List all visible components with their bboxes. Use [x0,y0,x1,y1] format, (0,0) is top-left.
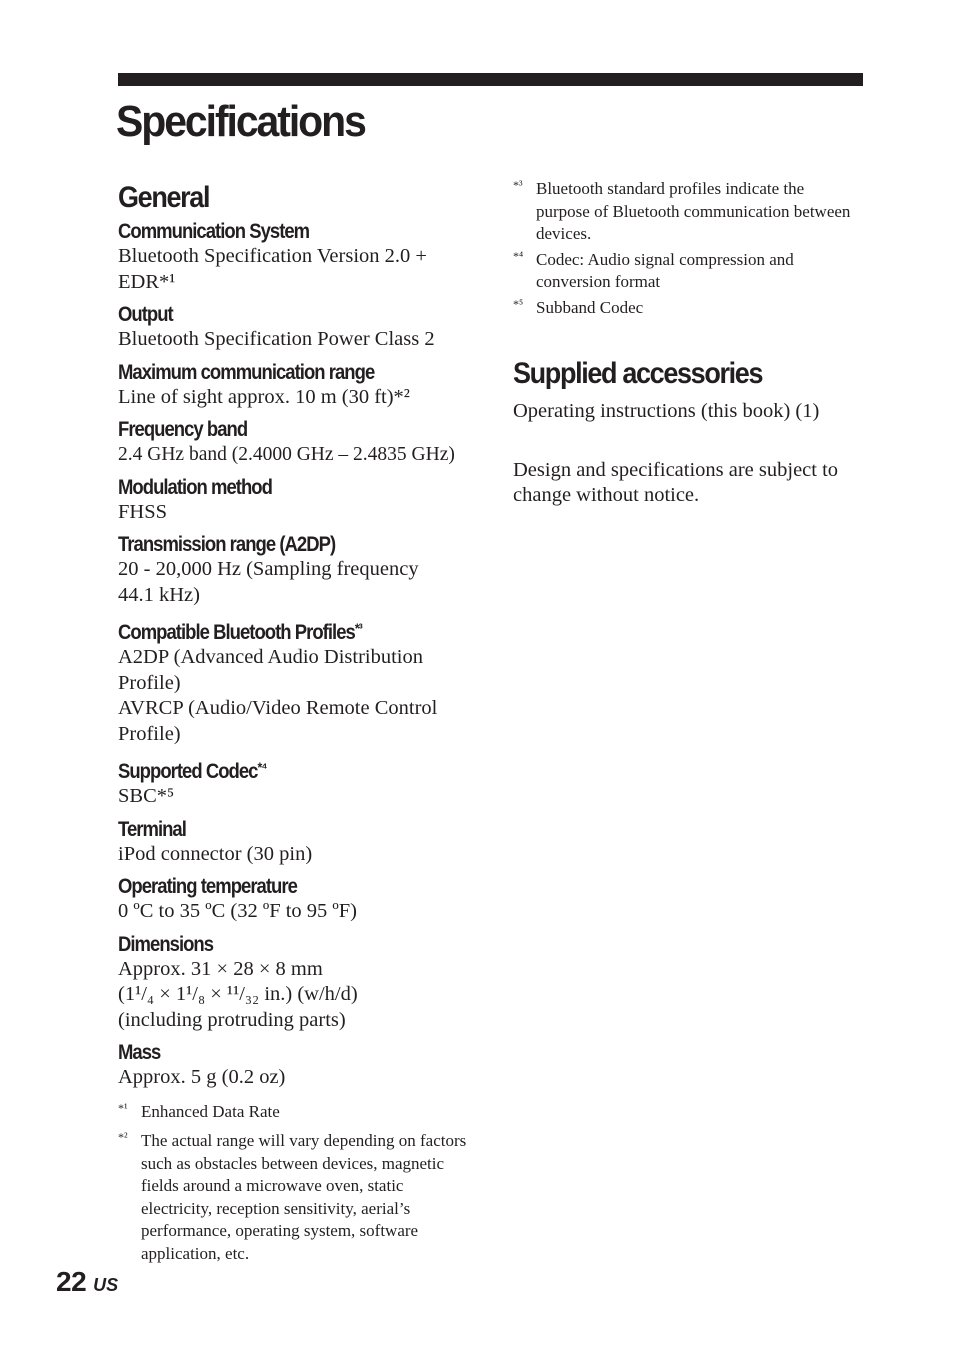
spec-compatible-profiles [118,616,473,747]
spec-output [118,303,473,353]
spec-value-line: Line of sight approx. 10 m (30 ft)*² [118,385,410,408]
spec-label: Output [118,303,173,326]
spec-operating-temperature [118,875,473,925]
spec-value-line: FHSS [118,500,168,523]
spec-value-line: A2DP (Advanced Audio Distribution [118,646,424,668]
footnote-mark: *³ [513,178,523,192]
spec-dimensions [118,933,473,1034]
spec-label: Operating temperature [118,875,297,898]
spec-label-text: Compatible Bluetooth Profiles [118,621,355,644]
spec-value-line: (including protruding parts) [118,1008,346,1031]
spec-value-line: Bluetooth Specification Version 2.0 + [118,245,427,267]
supplied-accessories-section [513,352,858,425]
left-column [118,176,473,1272]
page-footer [56,1266,118,1298]
spec-label: Dimensions [118,932,214,956]
spec-maximum-range [118,361,473,411]
footnote [513,297,858,320]
spec-value-line: Bluetooth Specification Power Class 2 [118,328,435,350]
disclaimer-text: Design and specifications are subject to change without notice. [513,458,839,506]
footnotes-left [118,1101,473,1266]
spec-value-line: SBC*⁵ [118,785,175,807]
accessories-heading: Supplied accessories [513,357,763,390]
spec-label: Transmission range (A2DP) [118,533,336,556]
spec-value-line: 0 ºC to 35 ºC (32 ºF to 95 ºF) [118,900,357,922]
footnote-mark: *⁴ [513,248,524,263]
general-heading: General [118,181,210,214]
spec-value-line: 20 - 20,000 Hz (Sampling frequency [118,558,419,580]
spec-value-line: Profile) [118,671,181,694]
spec-transmission-range [118,533,473,608]
spec-value-line: (1¹/₄ × 1¹/₈ × ¹¹/₃₂ in.) (w/h/d) [118,983,358,1005]
spec-label: Maximum communication range [118,360,375,384]
spec-value-line: iPod connector (30 pin) [118,842,313,865]
top-rule [118,73,863,86]
footnote [513,178,858,246]
spec-label-text: Supported Codec [118,760,258,783]
footnotes-right [513,178,858,319]
spec-label: Mass [118,1041,161,1064]
spec-value-line: 44.1 kHz) [118,583,200,606]
spec-mass [118,1041,473,1091]
footnote [118,1130,473,1265]
footnote-ref: *³ [354,620,362,636]
footnote-mark: *¹ [118,1100,128,1115]
footnote [118,1101,473,1124]
accessory-item: Operating instructions (this book) (1) [513,400,820,422]
region-code: US [93,1275,119,1295]
spec-label: Modulation method [118,475,272,499]
footnote-mark: *² [118,1130,128,1144]
footnote-ref: *⁴ [257,759,267,775]
right-column [513,178,858,509]
spec-value-line: Approx. 31 × 28 × 8 mm [118,957,323,980]
spec-terminal [118,818,473,868]
spec-value-line: Profile) [118,722,181,745]
spec-value-line: AVRCP (Audio/Video Remote Control [118,697,438,719]
page-number: 22 [56,1266,87,1297]
spec-label: Terminal [118,817,186,841]
spec-value-line: 2.4 GHz band (2.4000 GHz – 2.4835 GHz) [118,444,455,465]
spec-supported-codec [118,755,473,810]
footnote-text: The actual range will vary depending on factors such as obstacles between devices, magnetic fields around a microwave oven, static electricity, reception sensitivity, aerial’s performance, operating system, software application, etc. [141,1131,467,1263]
spec-communication-system [118,220,473,295]
footnote-text: Subband Codec [536,297,644,317]
spec-label: Communication System [118,220,310,243]
spec-label [118,755,430,784]
footnote-text: Enhanced Data Rate [141,1101,280,1121]
spec-value-line: Approx. 5 g (0.2 oz) [118,1066,286,1088]
footnote [513,249,858,294]
spec-label: Frequency band [118,418,248,441]
spec-label [118,616,430,645]
footnote-text: Codec: Audio signal compression and conversion format [536,249,794,291]
spec-frequency-band [118,418,473,468]
spec-modulation-method [118,476,473,526]
footnote-text: Bluetooth standard profiles indicate the purpose of Bluetooth communication between devices. [536,179,851,243]
spec-value-line: EDR*¹ [118,270,176,293]
page-title: Specifications [116,97,365,146]
footnote-mark: *⁵ [513,296,524,311]
